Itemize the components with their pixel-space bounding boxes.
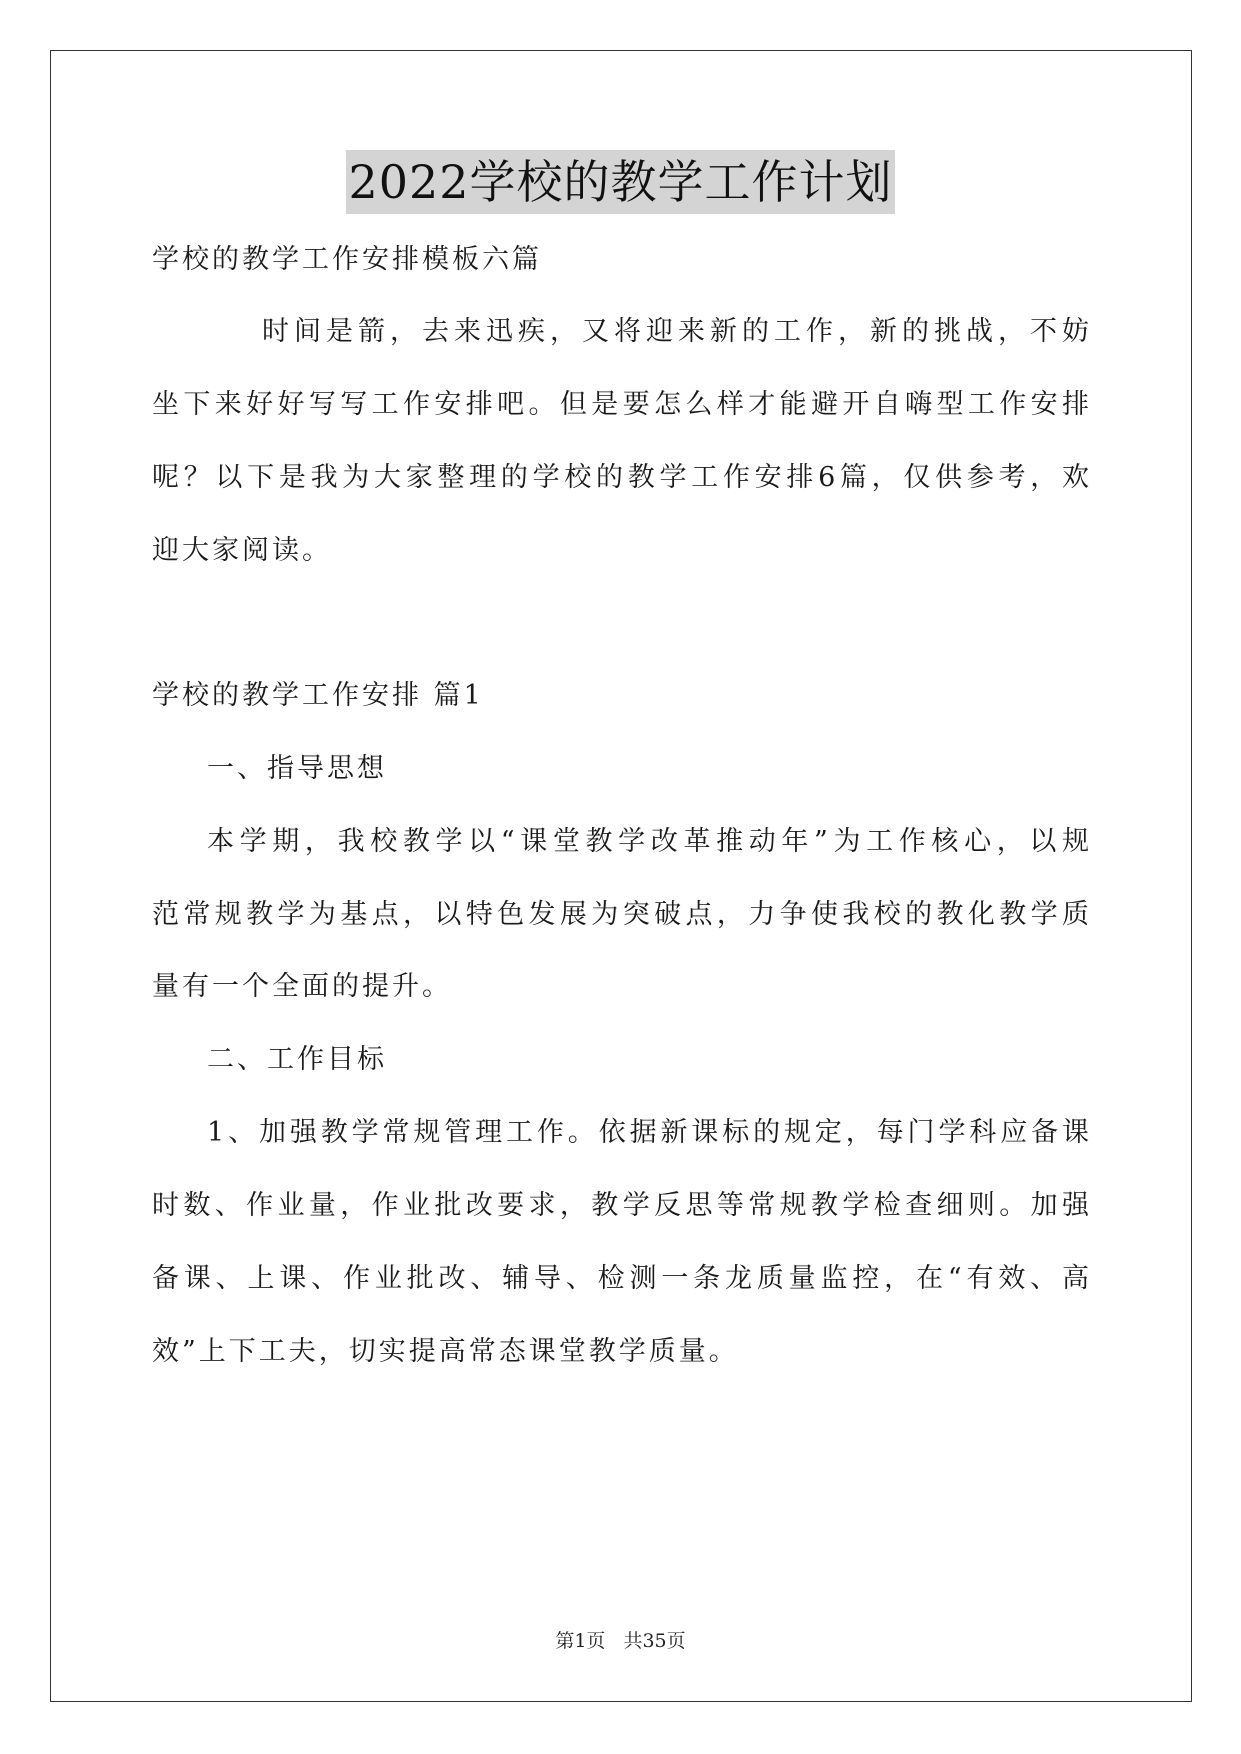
page-border <box>50 50 1192 1702</box>
intro-line-3: 呢？以下是我为大家整理的学校的教学工作安排6篇，仅供参考，欢 <box>152 462 1089 493</box>
page-total: 共35页 <box>623 1630 686 1652</box>
para1-line-2: 范常规教学为基点，以特色发展为突破点，力争使我校的教化教学质 <box>152 899 1089 930</box>
section-title: 学校的教学工作安排 篇1 <box>152 680 484 711</box>
heading-guiding-ideology: 一、指导思想 <box>207 753 387 784</box>
para1-line-1: 本学期，我校教学以“课堂教学改革推动年”为工作核心，以规 <box>207 826 1089 857</box>
para2-line-4: 效”上下工夫，切实提高常态课堂教学质量。 <box>152 1336 739 1367</box>
para1-line-3: 量有一个全面的提升。 <box>152 971 452 1002</box>
para2-line-2: 时数、作业量，作业批改要求，教学反思等常规教学检查细则。加强 <box>152 1190 1089 1221</box>
title-wrap <box>0 150 1241 214</box>
document-subtitle: 学校的教学工作安排模板六篇 <box>152 244 542 275</box>
page-footer <box>0 1628 1241 1654</box>
document-title: 2022学校的教学工作计划 <box>346 150 894 214</box>
intro-line-1: 时间是箭，去来迅疾，又将迎来新的工作，新的挑战，不妨 <box>262 316 1089 347</box>
intro-line-4: 迎大家阅读。 <box>152 535 332 566</box>
heading-work-goals: 二、工作目标 <box>207 1044 387 1075</box>
para2-line-1: 1、加强教学常规管理工作。依据新课标的规定，每门学科应备课 <box>207 1117 1089 1148</box>
page-number: 第1页 <box>555 1630 606 1652</box>
para2-line-3: 备课、上课、作业批改、辅导、检测一条龙质量监控，在“有效、高 <box>152 1263 1089 1294</box>
intro-line-2: 坐下来好好写写工作安排吧。但是要怎么样才能避开自嗨型工作安排 <box>152 389 1089 420</box>
